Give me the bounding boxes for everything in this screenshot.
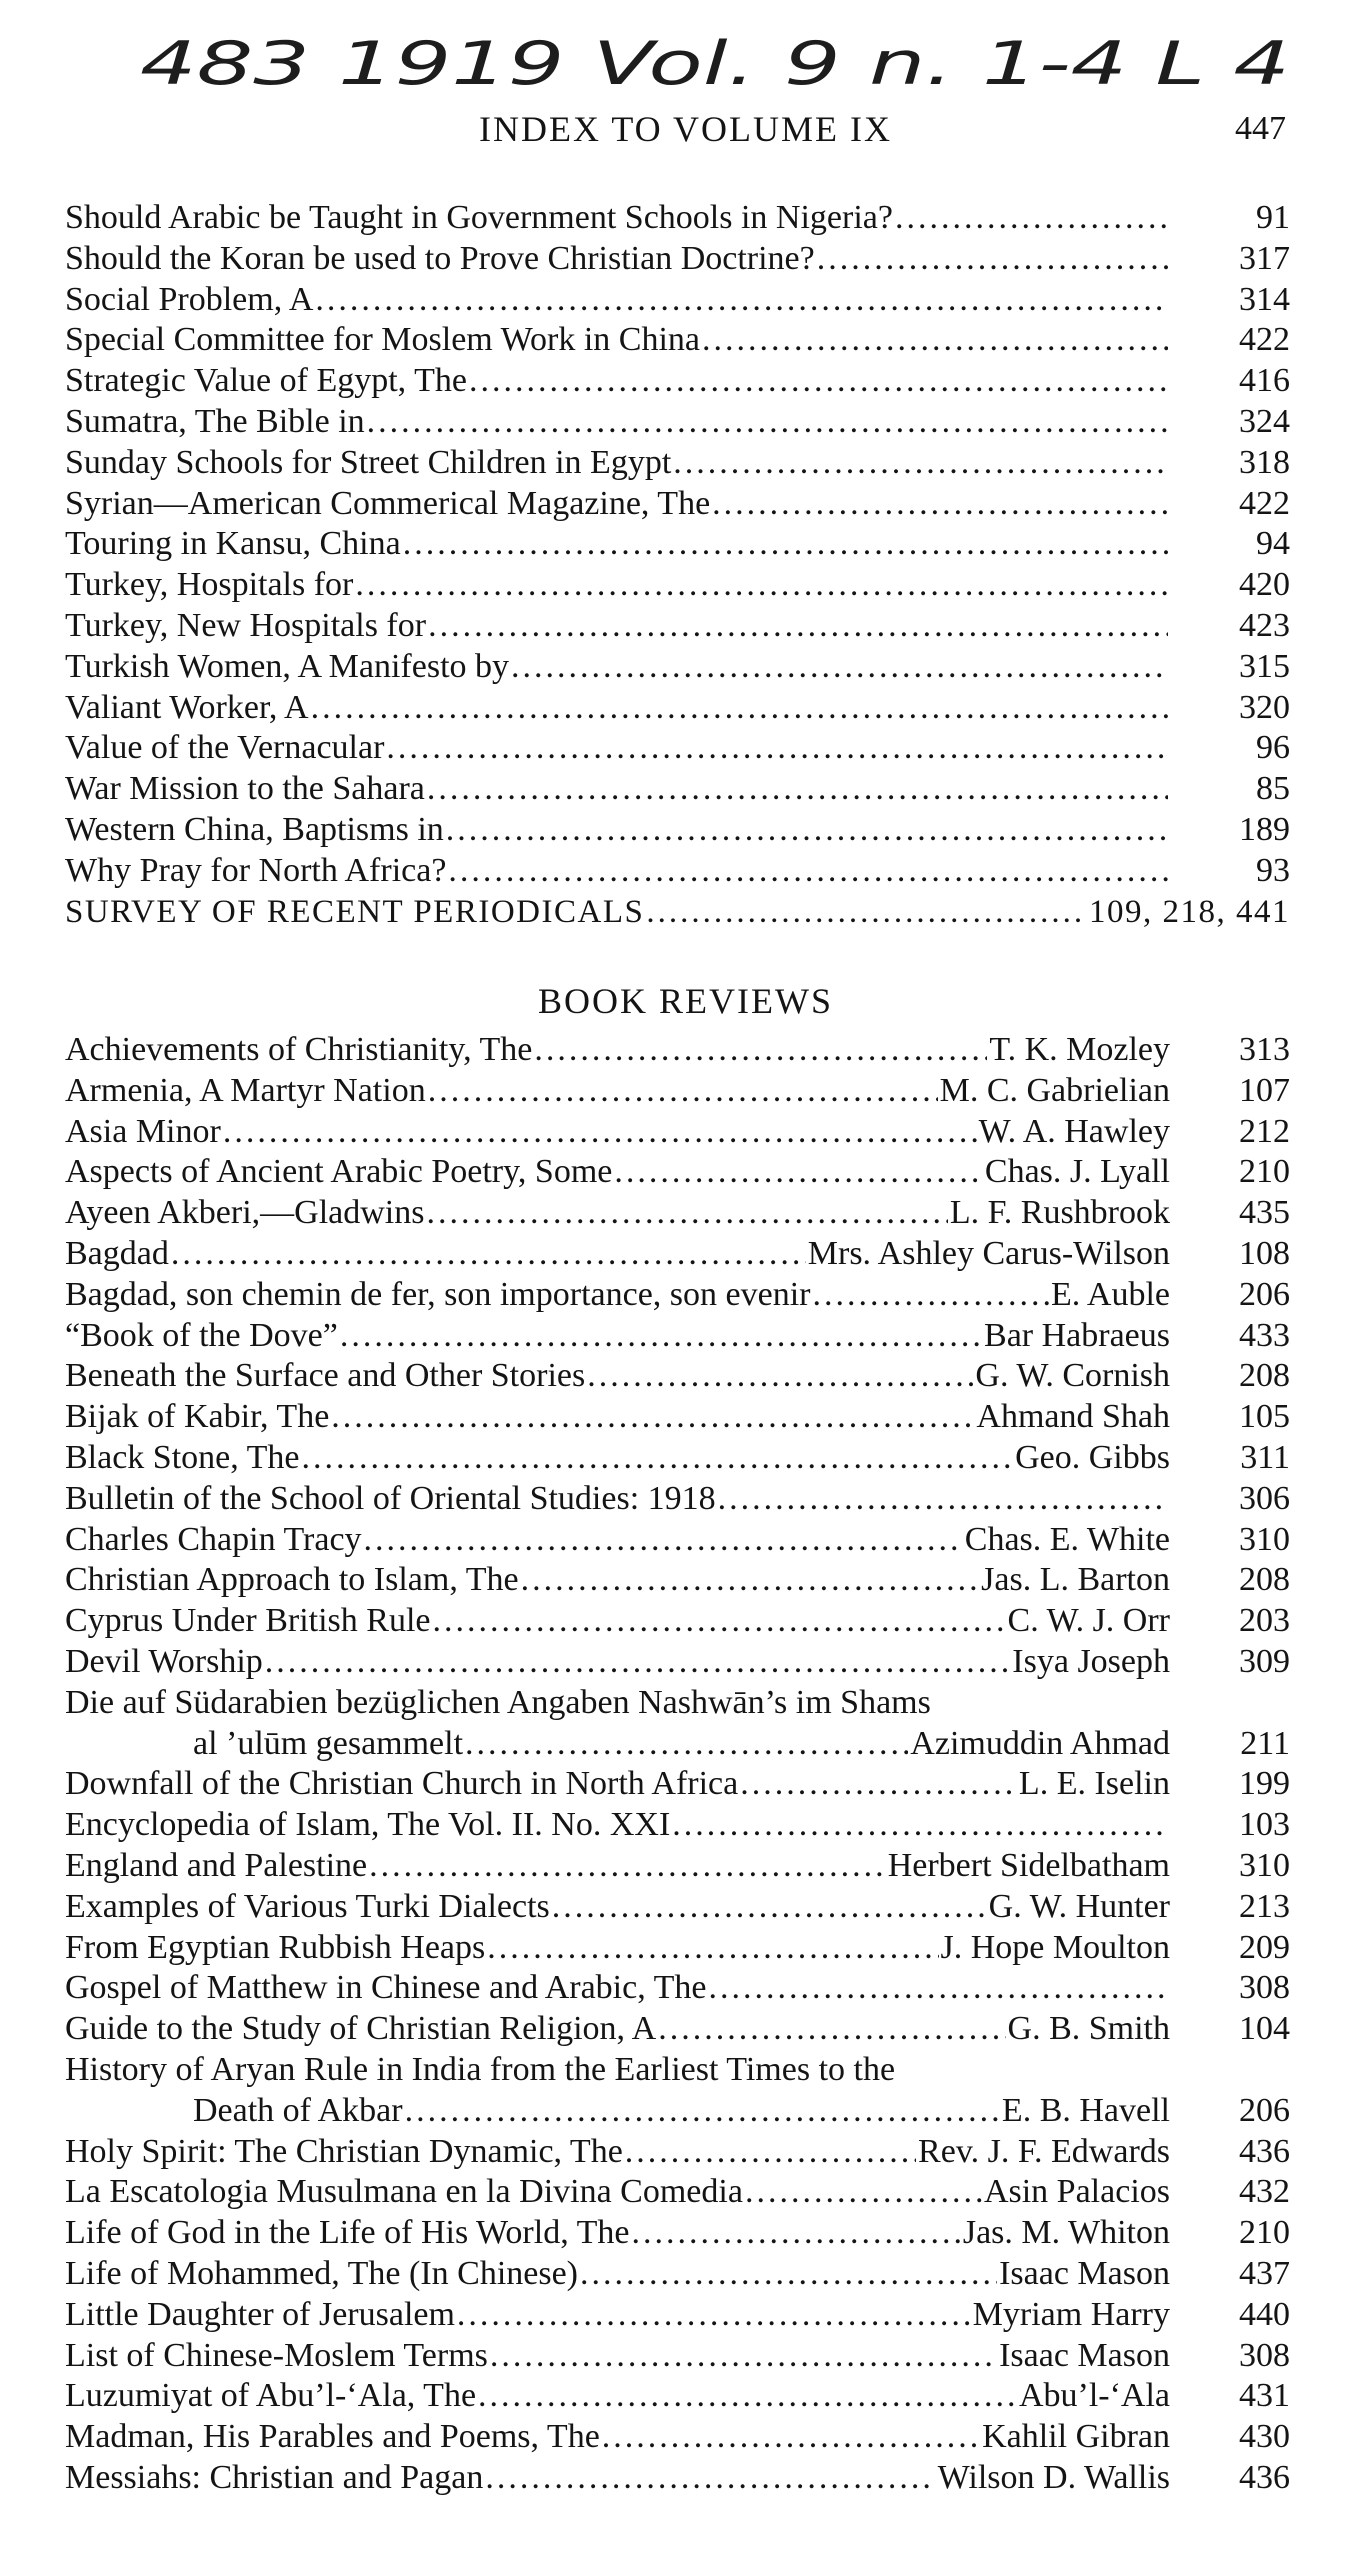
entry-title: Western China, Baptisms in: [65, 810, 444, 848]
review-page: 308: [1239, 1969, 1290, 2007]
dot-leader: [658, 2009, 1005, 2050]
review-title: Messiahs: Christian and Pagan: [65, 2458, 484, 2496]
dot-leader: [511, 647, 1168, 688]
dot-leader: [331, 1397, 974, 1438]
entry-title: War Mission to the Sahara: [65, 770, 425, 808]
review-entry: [65, 2132, 1290, 2173]
review-title: Armenia, A Martyr Nation: [65, 1071, 426, 1109]
review-author: Geo. Gibbs: [1015, 1438, 1170, 1476]
index-entry: [65, 647, 1290, 688]
index-entry: [65, 769, 1290, 810]
review-title: Cyprus Under British Rule: [65, 1602, 431, 1640]
review-entry: [65, 2336, 1290, 2377]
index-entry: [65, 320, 1290, 361]
review-entry: [65, 2091, 1290, 2132]
review-page: 213: [1239, 1887, 1290, 1925]
review-entry: [65, 1275, 1290, 1316]
review-title: Little Daughter of Jerusalem: [65, 2295, 455, 2333]
review-page: 209: [1239, 1928, 1290, 1966]
entry-page: 93: [1256, 851, 1290, 889]
review-author: Asin Palacios: [983, 2173, 1170, 2211]
review-author: Mrs. Ashley Carus-Wilson: [807, 1234, 1170, 1272]
dot-leader: [602, 2417, 980, 2458]
entry-page: 91: [1256, 199, 1290, 236]
entry-page: 423: [1239, 606, 1290, 644]
entry-title: Touring in Kansu, China: [65, 525, 401, 563]
review-page: 309: [1239, 1642, 1290, 1680]
survey-entry: [65, 892, 1290, 933]
review-author: L. F. Rushbrook: [949, 1194, 1170, 1232]
review-title: Life of Mohammed, The (In Chinese): [65, 2254, 579, 2292]
entry-title: Syrian—American Commerical Magazine, The: [65, 484, 711, 522]
review-entry: [65, 2417, 1290, 2458]
review-page: 210: [1239, 1153, 1290, 1191]
review-author: Isya Joseph: [1012, 1642, 1170, 1680]
index-entry: [65, 280, 1290, 321]
review-title-continued: Death of Akbar: [193, 2091, 403, 2129]
review-author: Chas. J. Lyall: [984, 1153, 1170, 1191]
review-entry: [65, 1846, 1290, 1887]
entry-page: 420: [1239, 566, 1290, 604]
review-author: G. W. Hunter: [988, 1887, 1170, 1925]
review-page: 103: [1239, 1806, 1290, 1844]
index-entry: [65, 402, 1290, 443]
review-page: 440: [1239, 2295, 1290, 2333]
review-title: Encyclopedia of Islam, The Vol. II. No. XXI: [65, 1806, 671, 1844]
review-title: Aspects of Ancient Arabic Poetry, Some: [65, 1153, 613, 1191]
dot-leader: [340, 1316, 982, 1357]
review-entry: [65, 2213, 1290, 2254]
review-entry: [65, 1356, 1290, 1397]
review-page: 203: [1239, 1602, 1290, 1640]
review-page: 206: [1239, 1275, 1290, 1313]
dot-leader: [432, 1601, 1005, 1642]
review-author: G. W. Cornish: [975, 1357, 1170, 1395]
review-author: Rev. J. F. Edwards: [918, 2132, 1170, 2170]
review-author: T. K. Mozley: [989, 1031, 1170, 1068]
review-page: 311: [1240, 1438, 1290, 1476]
dot-leader: [631, 2213, 960, 2254]
review-title: Gospel of Matthew in Chinese and Arabic, The: [65, 1969, 707, 2007]
page-header: [0, 108, 1371, 158]
review-page: 436: [1239, 2458, 1290, 2496]
index-entry: [65, 810, 1290, 851]
dot-leader: [311, 688, 1168, 729]
dot-leader: [534, 1030, 987, 1071]
dot-leader: [386, 728, 1168, 769]
review-page: 104: [1239, 2010, 1290, 2048]
review-entry: [65, 2172, 1290, 2213]
dot-leader: [712, 484, 1168, 525]
review-page: 206: [1239, 2091, 1290, 2129]
review-title: Life of God in the Life of His World, The: [65, 2214, 630, 2252]
index-entry: [65, 606, 1290, 647]
dot-leader: [315, 280, 1168, 321]
dot-leader: [521, 1560, 980, 1601]
review-entry: [65, 1928, 1290, 1969]
dot-leader: [708, 1968, 1168, 2009]
review-page: 105: [1239, 1398, 1290, 1436]
review-title: From Egyptian Rubbish Heaps: [65, 1928, 486, 1966]
page-number: 447: [1235, 110, 1286, 147]
review-entry: [65, 2295, 1290, 2336]
entry-page: 317: [1239, 239, 1290, 277]
review-entry: [65, 1601, 1290, 1642]
dot-leader: [446, 810, 1168, 851]
dot-leader: [580, 2254, 997, 2295]
dot-leader: [895, 198, 1168, 239]
review-entry: [65, 1030, 1290, 1071]
dot-leader: [745, 2172, 982, 2213]
review-entry: [65, 2376, 1290, 2417]
dot-leader: [369, 1846, 886, 1887]
review-page: 313: [1239, 1031, 1290, 1068]
review-page: 437: [1239, 2254, 1290, 2292]
review-author: Azimuddin Ahmad: [910, 1724, 1170, 1762]
handwritten-annotation: [140, 22, 1290, 100]
review-page: 212: [1239, 1112, 1290, 1150]
review-page: 310: [1239, 1846, 1290, 1884]
review-title-continued: al ’ulūm gesammelt: [193, 1724, 464, 1762]
review-page: 208: [1239, 1561, 1290, 1599]
book-reviews-heading: BOOK REVIEWS: [538, 981, 833, 1021]
review-entry: [65, 2009, 1290, 2050]
entry-title: Valiant Worker, A: [65, 688, 309, 726]
entry-page: 416: [1239, 362, 1290, 400]
review-page: 431: [1239, 2377, 1290, 2415]
dot-leader: [625, 2132, 916, 2173]
review-title: Beneath the Surface and Other Stories: [65, 1357, 586, 1395]
review-title: Black Stone, The: [65, 1438, 300, 1476]
review-title: Bagdad: [65, 1234, 169, 1272]
review-author: C. W. J. Orr: [1007, 1602, 1170, 1640]
review-page: 432: [1239, 2173, 1290, 2211]
review-entry: [65, 1152, 1290, 1193]
review-title: History of Aryan Rule in India from the Earliest Times to the: [65, 2050, 896, 2088]
review-entry-line: [65, 2050, 1290, 2091]
review-title: Holy Spirit: The Christian Dynamic, The: [65, 2132, 623, 2170]
review-entry: [65, 1479, 1290, 1520]
entry-page: 96: [1256, 729, 1290, 767]
review-page: 435: [1239, 1194, 1290, 1232]
review-title: Asia Minor: [65, 1112, 221, 1150]
review-page: 199: [1239, 1765, 1290, 1803]
index-entry: [65, 361, 1290, 402]
review-author: Herbert Sidelbatham: [887, 1846, 1170, 1884]
entry-title: Social Problem, A: [65, 280, 314, 318]
survey-pages: 109, 218, 441: [1089, 893, 1290, 930]
dot-leader: [355, 565, 1168, 606]
entry-title: Should the Koran be used to Prove Christian Doctrine?: [65, 239, 815, 277]
dot-leader: [718, 1479, 1168, 1520]
entry-page: 189: [1239, 810, 1290, 848]
index-entry: [65, 484, 1290, 525]
dot-leader: [614, 1152, 983, 1193]
review-entry: [65, 1112, 1290, 1153]
dot-leader: [302, 1438, 1014, 1479]
review-entry: [65, 1560, 1290, 1601]
index-entry: [65, 443, 1290, 484]
review-page: 107: [1239, 1071, 1290, 1109]
review-entry: [65, 1805, 1290, 1846]
handwritten-annotation-text: 483 1919 Vol. 9 n. 1-4 L 4: [140, 29, 1290, 99]
entry-page: 318: [1239, 443, 1290, 481]
review-author: Isaac Mason: [999, 2254, 1170, 2292]
review-title: La Escatologia Musulmana en la Divina Comedia: [65, 2173, 743, 2211]
review-page: 211: [1240, 1724, 1290, 1762]
review-entry: [65, 1764, 1290, 1805]
dot-leader: [428, 606, 1168, 647]
entry-title: Value of the Vernacular: [65, 729, 385, 767]
review-author: Bar Habraeus: [984, 1316, 1170, 1354]
review-author: E. Auble: [1051, 1275, 1170, 1313]
dot-leader: [403, 524, 1168, 565]
review-title: Christian Approach to Islam, The: [65, 1561, 519, 1599]
entry-page: 422: [1239, 321, 1290, 359]
review-title: Ayeen Akberi,—Gladwins: [65, 1194, 425, 1232]
review-author: Chas. E. White: [964, 1520, 1170, 1558]
review-title: Die auf Südarabien bezüglichen Angaben Nashwān’s im Shams: [65, 1683, 931, 1721]
index-entry: [65, 524, 1290, 565]
review-entry: [65, 1968, 1290, 2009]
review-title: Luzumiyat of Abu’l-‘Ala, The: [65, 2377, 477, 2415]
review-author: Myriam Harry: [972, 2295, 1170, 2333]
review-author: Wilson D. Wallis: [937, 2458, 1170, 2496]
review-author: Isaac Mason: [999, 2336, 1170, 2374]
review-author: M. C. Gabrielian: [939, 1071, 1170, 1109]
index-entry: [65, 239, 1290, 280]
dot-leader: [485, 2458, 935, 2499]
review-page: 430: [1239, 2418, 1290, 2456]
dot-leader: [427, 769, 1168, 810]
dot-leader: [223, 1112, 977, 1153]
entry-title: Turkey, Hospitals for: [65, 566, 354, 604]
review-entry-line: [65, 1683, 1290, 1724]
index-entry: [65, 565, 1290, 606]
review-author: W. A. Hawley: [978, 1112, 1170, 1150]
entry-page: 320: [1239, 688, 1290, 726]
review-author: Jas. M. Whiton: [962, 2214, 1170, 2252]
review-title: Charles Chapin Tracy: [65, 1520, 362, 1558]
review-page: 208: [1239, 1357, 1290, 1395]
entry-title: Special Committee for Moslem Work in China: [65, 321, 700, 359]
review-title: “Book of the Dove”: [65, 1316, 338, 1354]
review-page: 210: [1239, 2214, 1290, 2252]
dot-leader: [469, 361, 1168, 402]
review-page: 433: [1239, 1316, 1290, 1354]
entry-title: Turkish Women, A Manifesto by: [65, 647, 510, 685]
dot-leader: [405, 2091, 1000, 2132]
review-title: Achievements of Christianity, The: [65, 1031, 533, 1068]
entry-page: 422: [1239, 484, 1290, 522]
review-title: List of Chinese-Moslem Terms: [65, 2336, 488, 2374]
entry-page: 314: [1239, 280, 1290, 318]
entry-title: Sunday Schools for Street Children in Egypt: [65, 443, 672, 481]
dot-leader: [465, 1724, 908, 1765]
dot-leader: [448, 851, 1168, 892]
index-entry: [65, 851, 1290, 892]
dot-leader: [672, 1805, 1168, 1846]
review-entry: [65, 1520, 1290, 1561]
dot-leader: [646, 892, 1087, 933]
review-entry: [65, 1193, 1290, 1234]
review-author: Abu’l-‘Ala: [1018, 2377, 1170, 2415]
dot-leader: [487, 1928, 938, 1969]
dot-leader: [817, 239, 1168, 280]
dot-leader: [364, 1520, 963, 1561]
review-author: Kahlil Gibran: [982, 2418, 1170, 2456]
dot-leader: [740, 1764, 1017, 1805]
dot-leader: [587, 1356, 973, 1397]
index-entry: [65, 198, 1290, 239]
dot-leader: [702, 320, 1168, 361]
entry-page: 324: [1239, 402, 1290, 440]
review-entry: [65, 2254, 1290, 2295]
entry-page: 94: [1256, 525, 1290, 563]
review-title: Examples of Various Turki Dialects: [65, 1887, 550, 1925]
review-author: J. Hope Moulton: [940, 1928, 1170, 1966]
review-entry: [65, 1234, 1290, 1275]
review-title: Bagdad, son chemin de fer, son importance, son evenir: [65, 1275, 811, 1313]
review-entry: [65, 1397, 1290, 1438]
book-reviews-list: [65, 1030, 1290, 2499]
entry-title: Strategic Value of Egypt, The: [65, 362, 467, 400]
index-entry: [65, 688, 1290, 729]
review-entry: [65, 1438, 1290, 1479]
review-page: 308: [1239, 2336, 1290, 2374]
review-page: 108: [1239, 1234, 1290, 1272]
dot-leader: [265, 1642, 1011, 1683]
entry-title: Should Arabic be Taught in Government Schools in Nigeria?: [65, 199, 893, 236]
entry-page: 85: [1256, 770, 1290, 808]
dot-leader: [426, 1193, 947, 1234]
entry-title: Turkey, New Hospitals for: [65, 606, 427, 644]
dot-leader: [428, 1071, 938, 1112]
dot-leader: [457, 2295, 971, 2336]
review-page: 436: [1239, 2132, 1290, 2170]
subject-index-list: [65, 198, 1290, 932]
review-entry: [65, 1642, 1290, 1683]
review-entry: [65, 1071, 1290, 1112]
dot-leader: [367, 402, 1168, 443]
review-author: Ahmand Shah: [976, 1398, 1170, 1436]
review-title: Bulletin of the School of Oriental Studies: 1918: [65, 1479, 716, 1517]
review-entry: [65, 1724, 1290, 1765]
review-page: 306: [1239, 1479, 1290, 1517]
entry-title: Sumatra, The Bible in: [65, 402, 365, 440]
review-author: L. E. Iselin: [1018, 1765, 1170, 1803]
review-title: Madman, His Parables and Poems, The: [65, 2418, 600, 2456]
review-title: Guide to the Study of Christian Religion, A: [65, 2010, 657, 2048]
review-title: Downfall of the Christian Church in North Africa: [65, 1765, 739, 1803]
review-author: E. B. Havell: [1001, 2091, 1170, 2129]
entry-title: Why Pray for North Africa?: [65, 851, 447, 889]
review-author: G. B. Smith: [1007, 2010, 1170, 2048]
dot-leader: [552, 1887, 987, 1928]
dot-leader: [673, 443, 1168, 484]
review-author: Jas. L. Barton: [981, 1561, 1170, 1599]
review-entry: [65, 2458, 1290, 2499]
review-entry: [65, 1887, 1290, 1928]
review-entry: [65, 1316, 1290, 1357]
dot-leader: [812, 1275, 1049, 1316]
dot-leader: [490, 2336, 997, 2377]
review-page: 310: [1239, 1520, 1290, 1558]
dot-leader: [478, 2376, 1017, 2417]
dot-leader: [171, 1234, 806, 1275]
review-title: Devil Worship: [65, 1642, 263, 1680]
review-title: England and Palestine: [65, 1846, 368, 1884]
survey-title: SURVEY OF RECENT PERIODICALS: [65, 893, 645, 930]
entry-page: 315: [1239, 647, 1290, 685]
review-title: Bijak of Kabir, The: [65, 1398, 330, 1436]
index-entry: [65, 728, 1290, 769]
page-title: INDEX TO VOLUME IX: [479, 109, 892, 149]
